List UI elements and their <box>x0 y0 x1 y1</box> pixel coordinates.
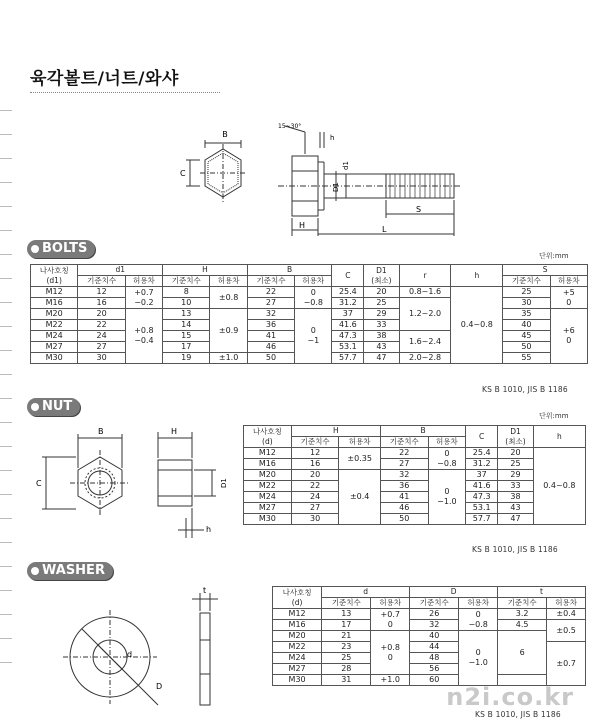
bolts-col-H: H <box>163 265 248 276</box>
bolts-col-r: r <box>399 265 451 287</box>
nut-side-view <box>158 460 192 506</box>
washer-col-t: t <box>498 587 586 598</box>
table-row: M16 17 32 4.5 ±0.5 <box>273 620 586 631</box>
washer-col-size: 나사호칭 (d) <box>273 587 322 609</box>
washer-dim-D: D <box>156 682 163 691</box>
nut-dim-D1: D1 <box>220 478 228 488</box>
table-row: M20 20 ±0.4 32 0 −1.0 37 29 <box>244 470 586 481</box>
bolt-diagram <box>160 118 470 240</box>
bolts-col-d1: d1 <box>78 265 163 276</box>
page-title: 육각볼트/너트/와샤 <box>30 69 179 89</box>
nut-col-B: B <box>380 426 465 437</box>
table-row: M24 24 15 41 47.3 38 1.6~2.4 45 <box>31 331 588 342</box>
nut-diagram <box>30 420 230 548</box>
title-divider <box>30 92 220 93</box>
table-row: M30 30 19 ±1.0 50 57.7 47 2.0~2.8 55 <box>31 353 588 364</box>
site-watermark: n2i.co.kr <box>446 683 574 711</box>
washer-subcol-base: 기준치수 <box>410 598 459 609</box>
nut-banner-label: NUT <box>42 399 73 414</box>
table-row: M22 23 44 ±0.7 <box>273 642 586 653</box>
nut-table <box>243 425 586 525</box>
bolt-dim-d1: d1 <box>342 161 350 170</box>
table-row: M30 31 +1.0 60 <box>273 675 586 686</box>
bolts-subcol-base: 기준치수 <box>503 276 550 287</box>
bolt-dim-S: S <box>416 205 422 214</box>
washer-subcol-base: 기준치수 <box>322 598 371 609</box>
nut-col-C: C <box>466 426 498 448</box>
washer-dim-d: d <box>127 650 133 659</box>
bolts-subcol-tol: 허용차 <box>295 276 332 287</box>
nut-col-size: 나사호칭 (d) <box>244 426 292 448</box>
nut-dim-h: h <box>206 525 212 534</box>
washer-table <box>272 586 586 686</box>
nut-subcol-base: 기준치수 <box>380 437 428 448</box>
bolt-dim-H: H <box>299 221 306 230</box>
table-row: M12 12 ±0.35 22 0 −0.8 25.4 20 0.4~0.8 <box>244 448 586 459</box>
nut-subcol-tol: 허용차 <box>339 437 380 448</box>
banner-bullet-icon <box>31 245 39 253</box>
bolts-unit: 단위:mm <box>539 252 569 260</box>
nut-dim-C: C <box>36 479 42 488</box>
table-row: M22 22 14 36 41.6 33 40 <box>31 320 588 331</box>
nut-subcol-tol: 허용차 <box>428 437 466 448</box>
washer-subcol-tol: 허용차 <box>547 598 586 609</box>
nut-col-D1: D1 (최소) <box>498 426 534 448</box>
nut-subcol-base: 기준치수 <box>291 437 339 448</box>
bolts-subcol-tol: 허용차 <box>210 276 247 287</box>
table-row: M24 24 41 47.3 38 <box>244 492 586 503</box>
bolts-banner-label: BOLTS <box>42 241 88 256</box>
washer-banner <box>27 562 113 580</box>
washer-col-D: D <box>410 587 498 598</box>
bolt-dim-C: C <box>180 169 186 178</box>
bolts-table <box>30 264 588 364</box>
bolts-col-C: C <box>332 265 364 287</box>
table-row: M30 30 50 57.7 47 <box>244 514 586 525</box>
table-row: M12 13 +0.7 0 26 0 −0.8 3.2 ±0.4 <box>273 609 586 620</box>
table-row: M24 25 48 <box>273 653 586 664</box>
nut-unit: 단위:mm <box>539 412 569 420</box>
washer-diagram <box>60 585 230 715</box>
nut-col-H: H <box>291 426 380 437</box>
bolts-subcol-base: 기준치수 <box>78 276 125 287</box>
nut-dim-H: H <box>171 427 178 436</box>
bolts-banner <box>27 240 95 258</box>
bolts-col-h: h <box>451 265 503 287</box>
bolts-col-B: B <box>247 265 332 276</box>
bolt-dim-B: B <box>222 130 228 139</box>
bolt-dim-angle: 15~30° <box>278 123 302 130</box>
bolts-col-S: S <box>503 265 588 276</box>
bolts-subcol-tol: 허용차 <box>125 276 162 287</box>
nut-standard: KS B 1010, JIS B 1186 <box>472 545 558 554</box>
table-row: M27 28 56 <box>273 664 586 675</box>
banner-bullet-icon <box>31 567 39 575</box>
ruled-margin <box>0 110 14 723</box>
nut-banner <box>27 398 80 416</box>
table-row: M27 27 17 46 53.1 43 50 <box>31 342 588 353</box>
bolts-subcol-base: 기준치수 <box>163 276 210 287</box>
table-row: M20 21 +0.8 0 40 0 −1.0 6 <box>273 631 586 642</box>
table-row: M12 12 +0.7 −0.2 8 ±0.8 22 0 −0.8 25.4 20 0.8~1.6 0.4~0.8 25 +5 0 <box>31 287 588 298</box>
table-row: M16 16 27 31.2 25 <box>244 459 586 470</box>
bolt-dim-h: h <box>330 134 335 142</box>
table-row: M16 16 10 27 31.2 25 1.2~2.0 30 <box>31 298 588 309</box>
bolts-subcol-tol: 허용차 <box>550 276 587 287</box>
nut-dim-B: B <box>98 427 104 436</box>
bolts-subcol-base: 기준치수 <box>247 276 294 287</box>
washer-banner-label: WASHER <box>42 563 105 578</box>
bolts-col-size: 나사호칭 (d1) <box>31 265 78 287</box>
washer-dim-t: t <box>203 586 207 595</box>
bolt-dim-L: L <box>382 225 387 234</box>
table-row: M22 22 36 41.6 33 <box>244 481 586 492</box>
washer-subcol-tol: 허용차 <box>371 598 410 609</box>
washer-side-view <box>200 613 210 705</box>
nut-col-h: h <box>533 426 585 448</box>
table-row: M20 20 +0.8 −0.4 13 ±0.9 32 0 −1 37 29 35 +6 0 <box>31 309 588 320</box>
banner-bullet-icon <box>31 403 39 411</box>
washer-col-d: d <box>322 587 410 598</box>
washer-subcol-tol: 허용차 <box>459 598 498 609</box>
bolts-standard: KS B 1010, JIS B 1186 <box>482 385 568 394</box>
table-row: M27 27 46 53.1 43 <box>244 503 586 514</box>
washer-standard: KS B 1010, JIS B 1186 <box>475 710 561 719</box>
bolts-col-D1: D1 (최소) <box>364 265 399 287</box>
washer-subcol-base: 기준치수 <box>498 598 547 609</box>
bolt-dim-D1: D1 <box>332 182 340 192</box>
